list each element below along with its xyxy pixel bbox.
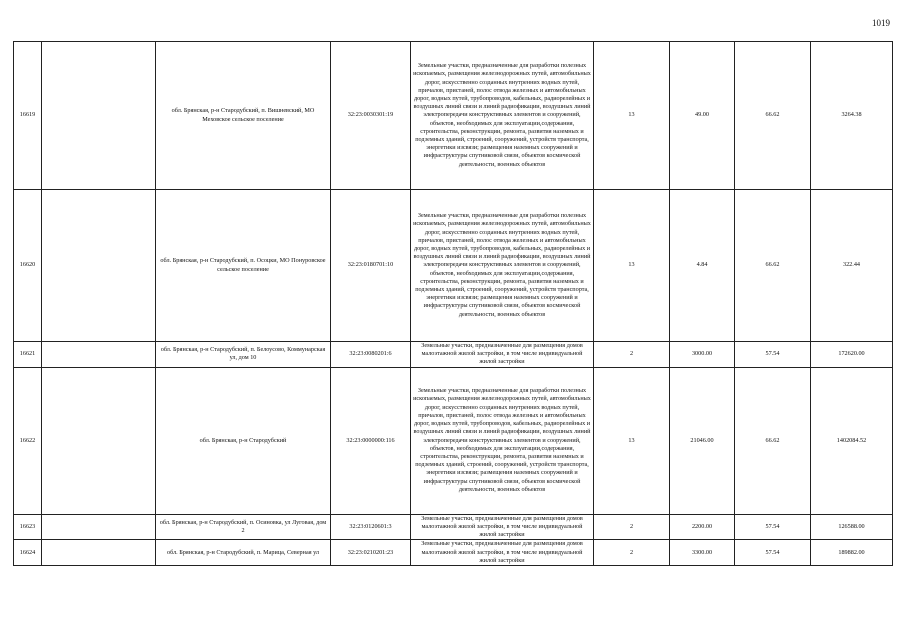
- rate-cell: 66.62: [735, 367, 811, 514]
- blank-cell: [42, 367, 156, 514]
- land-use-cell: Земельные участки, предназначенные для разработки полезных ископаемых, размещения железнодорожных путей, автомобильных дорог, искусственно созданных внутренних водных путей, причалов, пристаней, полос отвода железных и автомобильных дорог, водных путей, трубопроводов, кабельных, радиорелейных и воздушных линий связи и линий радиофикации, воздушных линий электропередачи конструктивных элементов и сооружений, объектов, необходимых для эксплуатации,содержания, строительства, реконструкции, ремонта, развития наземных и подземных зданий, строений, сооружений, устройств транспорта, энергетики изсвязи; размещения наземных сооружений и инфраструктуры спутниковой связи, объектов космической деятельности, военных объектов: [411, 190, 594, 342]
- area-cell: 4.84: [670, 190, 735, 342]
- table-row: [14, 342, 893, 368]
- land-use-cell: Земельные участки, предназначенные для разработки полезных ископаемых, размещения железнодорожных путей, автомобильных дорог, искусственно созданных внутренних водных путей, причалов, пристаней, полос отвода железных и автомобильных дорог, водных путей, трубопроводов, кабельных, радиорелейных и воздушных линий связи и линий радиофикации, воздушных линий электропередачи конструктивных элементов и сооружений, объектов, необходимых для эксплуатации,содержания, строительства, реконструкции, ремонта, развития наземных и подземных зданий, строений, сооружений, устройств транспорта, энергетики изсвязи; размещения наземных сооружений и инфраструктуры спутниковой связи, объектов космической деятельности, военных объектов: [411, 367, 594, 514]
- cadastral-number-cell: 32:23:0000000:116: [331, 367, 411, 514]
- row-number: 16623: [14, 514, 42, 540]
- row-number: 16621: [14, 342, 42, 368]
- group-code-cell: 13: [594, 42, 670, 190]
- land-use-cell: Земельные участки, предназначенные для размещения домов малоэтажной жилой застройки, в том числе индивидуальной жилой застройки: [411, 514, 594, 540]
- address-cell: обл. Брянская, р-н Стародубский: [156, 367, 331, 514]
- rate-cell: 57.54: [735, 540, 811, 566]
- rate-cell: 66.62: [735, 42, 811, 190]
- cadastral-number-cell: 32:23:0080201:6: [331, 342, 411, 368]
- area-cell: 3300.00: [670, 540, 735, 566]
- address-cell: обл. Брянская, р-н Стародубский, п. Белоусово, Коммунарская ул, дом 10: [156, 342, 331, 368]
- table-row: [14, 367, 893, 514]
- blank-cell: [42, 342, 156, 368]
- group-code-cell: 13: [594, 367, 670, 514]
- cadastral-value-cell: 322.44: [811, 190, 893, 342]
- area-cell: 3000.00: [670, 342, 735, 368]
- cadastral-value-cell: 189882.00: [811, 540, 893, 566]
- address-cell: обл. Брянская, р-н Стародубский, п. Осоцки, МО Понуровское сельское поселение: [156, 190, 331, 342]
- group-code-cell: 13: [594, 190, 670, 342]
- row-number: 16622: [14, 367, 42, 514]
- cadastral-number-cell: 32:23:0120601:3: [331, 514, 411, 540]
- cadastral-number-cell: 32:23:0180701:10: [331, 190, 411, 342]
- blank-cell: [42, 42, 156, 190]
- cadastral-number-cell: 32:23:0210201:23: [331, 540, 411, 566]
- group-code-cell: 2: [594, 342, 670, 368]
- page-number: 1019: [872, 18, 890, 28]
- row-number: 16624: [14, 540, 42, 566]
- area-cell: 49.00: [670, 42, 735, 190]
- land-use-cell: Земельные участки, предназначенные для размещения домов малоэтажной жилой застройки, в том числе индивидуальной жилой застройки: [411, 342, 594, 368]
- blank-cell: [42, 190, 156, 342]
- group-code-cell: 2: [594, 540, 670, 566]
- table-row: [14, 540, 893, 566]
- land-registry-table: [13, 41, 893, 566]
- land-use-cell: Земельные участки, предназначенные для разработки полезных ископаемых, размещения железнодорожных путей, автомобильных дорог, искусственно созданных внутренних водных путей, причалов, пристаней, полос отвода железных и автомобильных дорог, водных путей, трубопроводов, кабельных, радиорелейных и воздушных линий связи и линий радиофикации, воздушных линий электропередачи конструктивных элементов и сооружений, объектов, необходимых для эксплуатации,содержания, строительства, реконструкции, ремонта, развития наземных и подземных зданий, строений, сооружений, устройств транспорта, энергетики изсвязи; размещения наземных сооружений и инфраструктуры спутниковой связи, объектов космической деятельности, военных объектов: [411, 42, 594, 190]
- area-cell: 21046.00: [670, 367, 735, 514]
- table-row: [14, 190, 893, 342]
- table-row: [14, 42, 893, 190]
- land-use-cell: Земельные участки, предназначенные для размещения домов малоэтажной жилой застройки, в том числе индивидуальной жилой застройки: [411, 540, 594, 566]
- row-number: 16619: [14, 42, 42, 190]
- group-code-cell: 2: [594, 514, 670, 540]
- cadastral-value-cell: 3264.38: [811, 42, 893, 190]
- address-cell: обл. Брянская, р-н Стародубский, п. Вишневский, МО Меховское сельское поселение: [156, 42, 331, 190]
- cadastral-value-cell: 1402084.52: [811, 367, 893, 514]
- rate-cell: 57.54: [735, 342, 811, 368]
- area-cell: 2200.00: [670, 514, 735, 540]
- cadastral-number-cell: 32:23:0030301:19: [331, 42, 411, 190]
- row-number: 16620: [14, 190, 42, 342]
- cadastral-value-cell: 126588.00: [811, 514, 893, 540]
- blank-cell: [42, 514, 156, 540]
- address-cell: обл. Брянская, р-н Стародубский, п. Осиновка, ул Луговая, дом 2: [156, 514, 331, 540]
- blank-cell: [42, 540, 156, 566]
- rate-cell: 66.62: [735, 190, 811, 342]
- rate-cell: 57.54: [735, 514, 811, 540]
- address-cell: обл. Брянская, р-н Стародубский, п. Марица, Северная ул: [156, 540, 331, 566]
- cadastral-value-cell: 172620.00: [811, 342, 893, 368]
- table-row: [14, 514, 893, 540]
